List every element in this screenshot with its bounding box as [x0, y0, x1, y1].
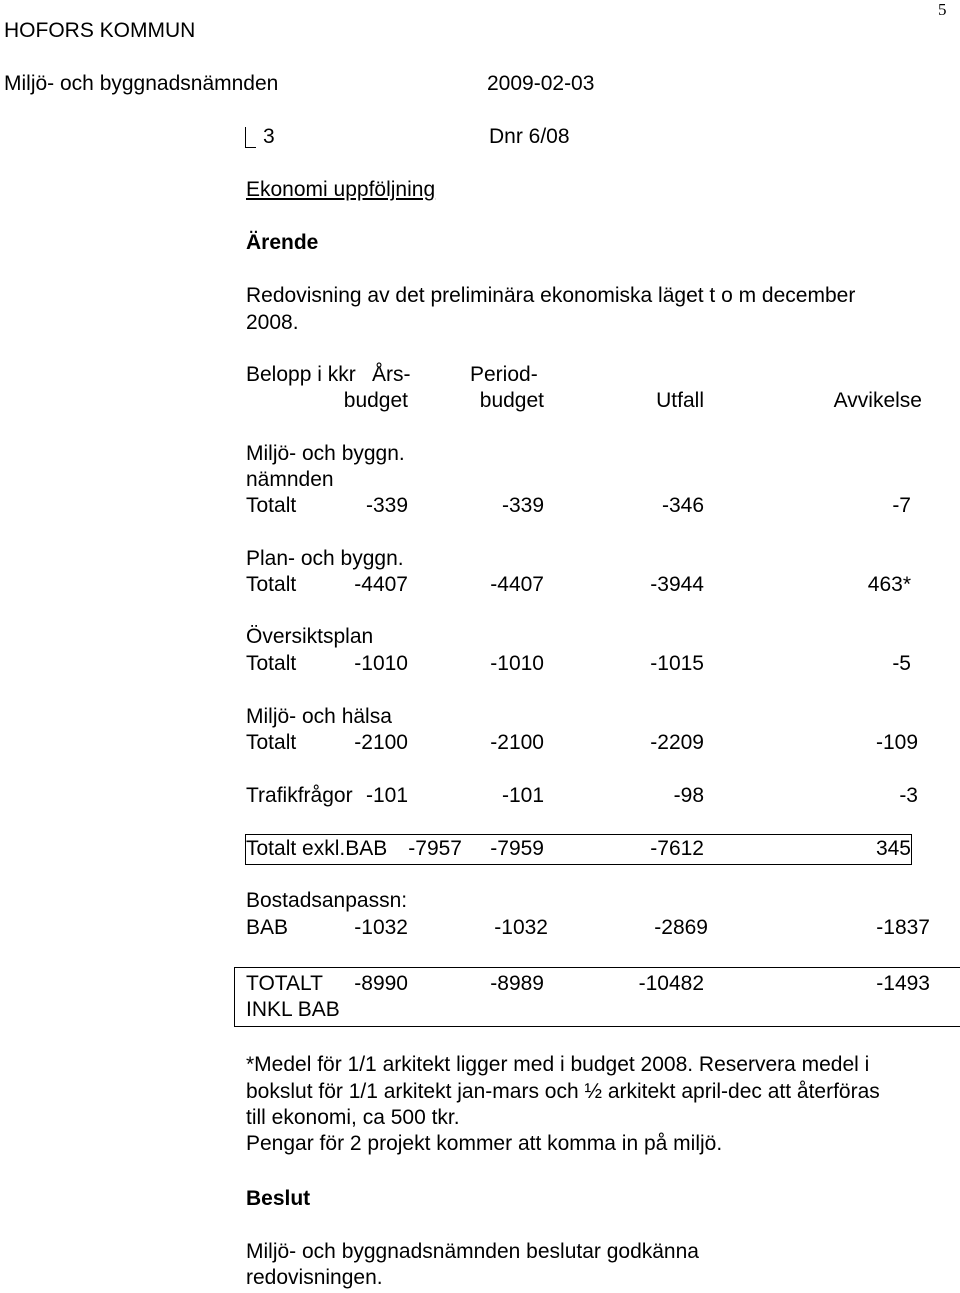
- cell-arsbudget: -339: [365, 494, 408, 517]
- row-label: Totalt: [246, 731, 297, 754]
- cell-periodbudget: -339: [501, 494, 544, 517]
- item-title: Ekonomi uppföljning: [246, 178, 436, 201]
- header-arsbudget-line2: budget: [343, 389, 408, 412]
- beslut-line2: redovisningen.: [246, 1266, 383, 1289]
- cell-utfall: -2209: [650, 731, 704, 754]
- cell-arsbudget: -4407: [354, 573, 408, 596]
- cell-avvikelse: -5: [892, 652, 911, 675]
- cell-periodbudget: -1032: [494, 916, 548, 939]
- row-label-line2: INKL BAB: [246, 998, 340, 1021]
- row-label: BAB: [246, 916, 289, 939]
- cell-periodbudget: -7959: [490, 837, 544, 860]
- cell-arsbudget: -7957: [408, 837, 462, 860]
- note-line4: Pengar för 2 projekt kommer att komma in på miljö.: [246, 1132, 723, 1155]
- committee-name: Miljö- och byggnadsnämnden: [4, 72, 279, 95]
- beslut-heading: Beslut: [246, 1187, 311, 1210]
- cell-periodbudget: -1010: [490, 652, 544, 675]
- cell-utfall: -98: [673, 784, 704, 807]
- cell-utfall: -10482: [638, 972, 704, 995]
- cell-arsbudget: -1010: [354, 652, 408, 675]
- cell-utfall: -1015: [650, 652, 704, 675]
- row-label: Totalt exkl.BAB: [246, 837, 388, 860]
- header-arsbudget-line1: Års-: [372, 363, 411, 386]
- cell-periodbudget: -8989: [490, 972, 544, 995]
- row-group-label: Bostadsanpassn:: [246, 889, 408, 912]
- cell-avvikelse: 463*: [867, 573, 911, 596]
- row-label: Trafikfrågor: [246, 784, 353, 807]
- page-number: 5: [938, 0, 947, 19]
- note-line3: till ekonomi, ca 500 tkr.: [246, 1106, 460, 1129]
- dnr: Dnr 6/08: [489, 125, 570, 148]
- cell-avvikelse: -1837: [876, 916, 930, 939]
- cell-periodbudget: -4407: [490, 573, 544, 596]
- cell-arsbudget: -1032: [354, 916, 408, 939]
- header-periodbudget-line2: budget: [479, 389, 544, 412]
- cell-periodbudget: -2100: [490, 731, 544, 754]
- cell-utfall: -7612: [650, 837, 704, 860]
- row-label: Totalt: [246, 652, 297, 675]
- arende-text-line2: 2008.: [246, 311, 299, 334]
- arende-text-line1: Redovisning av det preliminära ekonomiska läget t o m december: [246, 284, 856, 307]
- row-group-label: Miljö- och hälsa: [246, 705, 392, 728]
- cell-utfall: -2869: [654, 916, 708, 939]
- cell-utfall: -346: [661, 494, 704, 517]
- row-group-label: Miljö- och byggn.: [246, 442, 405, 465]
- meeting-date: 2009-02-03: [487, 72, 595, 95]
- row-label: TOTALT: [246, 972, 324, 995]
- cell-avvikelse: -7: [892, 494, 911, 517]
- item-number: 3: [263, 125, 275, 148]
- paragraph-mark: [245, 127, 256, 148]
- cell-avvikelse: -1493: [876, 972, 930, 995]
- header-belopp: Belopp i kkr: [246, 363, 356, 386]
- header-periodbudget-line1: Period-: [470, 363, 538, 386]
- cell-arsbudget: -2100: [354, 731, 408, 754]
- row-label: Totalt: [246, 494, 297, 517]
- beslut-line1: Miljö- och byggnadsnämnden beslutar godkänna: [246, 1240, 699, 1263]
- row-group-label-line2: nämnden: [246, 468, 334, 491]
- header-utfall: Utfall: [656, 389, 704, 412]
- cell-avvikelse: -109: [875, 731, 918, 754]
- row-group-label: Översiktsplan: [246, 625, 374, 648]
- note-line2: bokslut för 1/1 arkitekt jan-mars och ½ arkitekt april-dec att återföras: [246, 1080, 880, 1103]
- arende-heading: Ärende: [246, 231, 319, 254]
- cell-avvikelse: 345: [875, 837, 911, 860]
- org-name: HOFORS KOMMUN: [4, 19, 196, 42]
- row-group-label: Plan- och byggn.: [246, 547, 404, 570]
- cell-periodbudget: -101: [501, 784, 544, 807]
- row-label: Totalt: [246, 573, 297, 596]
- cell-avvikelse: -3: [899, 784, 918, 807]
- cell-arsbudget: -8990: [354, 972, 408, 995]
- note-line1: *Medel för 1/1 arkitekt ligger med i budget 2008. Reservera medel i: [246, 1053, 870, 1076]
- header-avvikelse: Avvikelse: [833, 389, 922, 412]
- cell-arsbudget: -101: [365, 784, 408, 807]
- cell-utfall: -3944: [650, 573, 704, 596]
